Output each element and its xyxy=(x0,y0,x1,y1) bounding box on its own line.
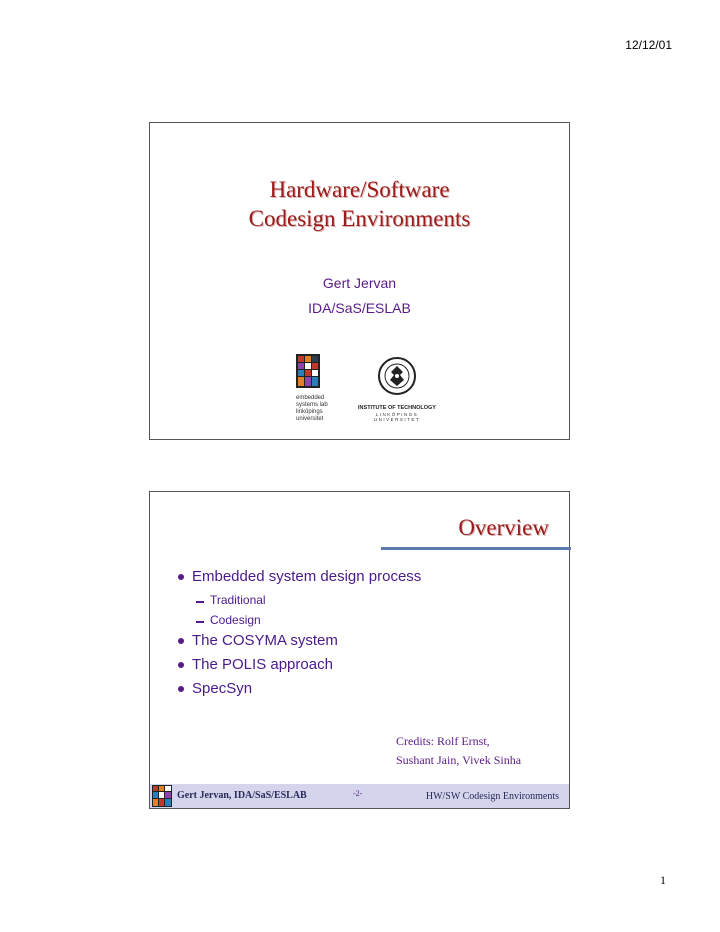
esl-mosaic-icon xyxy=(152,785,172,807)
bullet-text: The COSYMA system xyxy=(192,632,338,649)
footer-course-title: HW/SW Codesign Environments xyxy=(425,791,559,802)
dash-icon xyxy=(196,601,204,603)
sub-bullet-item xyxy=(178,592,421,612)
bullet-dot-icon xyxy=(178,638,184,644)
credits-line-2: Sushant Jain, Vivek Sinha xyxy=(396,753,522,767)
bullet-dot-icon xyxy=(178,574,184,580)
liu-logo-line-1: INSTITUTE OF TECHNOLOGY xyxy=(358,405,436,411)
author-name: Gert Jervan xyxy=(322,275,397,291)
bullet-text: SpecSyn xyxy=(192,680,253,697)
credits-line-1: Credits: Rolf Ernst, xyxy=(396,734,490,748)
bullet-item xyxy=(178,568,421,592)
slide-footer xyxy=(150,784,569,808)
liu-logo xyxy=(352,356,442,422)
footer-author: Gert Jervan, IDA/SaS/ESLAB xyxy=(177,790,307,801)
bullet-text: The POLIS approach xyxy=(192,656,333,673)
credits xyxy=(396,732,521,770)
liu-logo-line-2: LINKÖPINGS UNIVERSITET xyxy=(373,412,421,422)
bullet-dot-icon xyxy=(178,686,184,692)
bullet-list xyxy=(178,568,421,704)
liu-seal-icon xyxy=(377,356,417,396)
slide-1-title-line-2: Codesign Environments xyxy=(248,206,471,231)
slide-1-title-line-1: Hardware/Software xyxy=(269,177,450,202)
embedded-systems-lab-logo xyxy=(296,354,346,423)
slide-2 xyxy=(149,491,570,809)
slide-2-title: Overview xyxy=(458,515,549,540)
bullet-dot-icon xyxy=(178,662,184,668)
esl-logo-text: systems lab xyxy=(296,402,328,408)
slide-1 xyxy=(149,122,570,440)
sub-bullet-text: Codesign xyxy=(210,613,261,627)
page-date: 12/12/01 xyxy=(625,38,672,52)
esl-logo-text: universitet xyxy=(296,416,324,422)
page-number: 1 xyxy=(660,873,666,887)
author-affiliation: IDA/SaS/ESLAB xyxy=(308,300,411,316)
esl-logo-text: linköpings xyxy=(296,409,323,415)
dash-icon xyxy=(196,621,204,623)
sub-bullet-text: Traditional xyxy=(210,593,266,607)
title-underline xyxy=(381,547,571,550)
footer-page-number: -2- xyxy=(353,789,363,798)
esl-mosaic-icon xyxy=(296,354,320,388)
bullet-item xyxy=(178,632,421,656)
sub-bullet-item xyxy=(178,612,421,632)
bullet-item xyxy=(178,680,421,704)
esl-logo-text: embedded xyxy=(296,395,325,401)
bullet-text: Embedded system design process xyxy=(192,568,422,585)
bullet-item xyxy=(178,656,421,680)
